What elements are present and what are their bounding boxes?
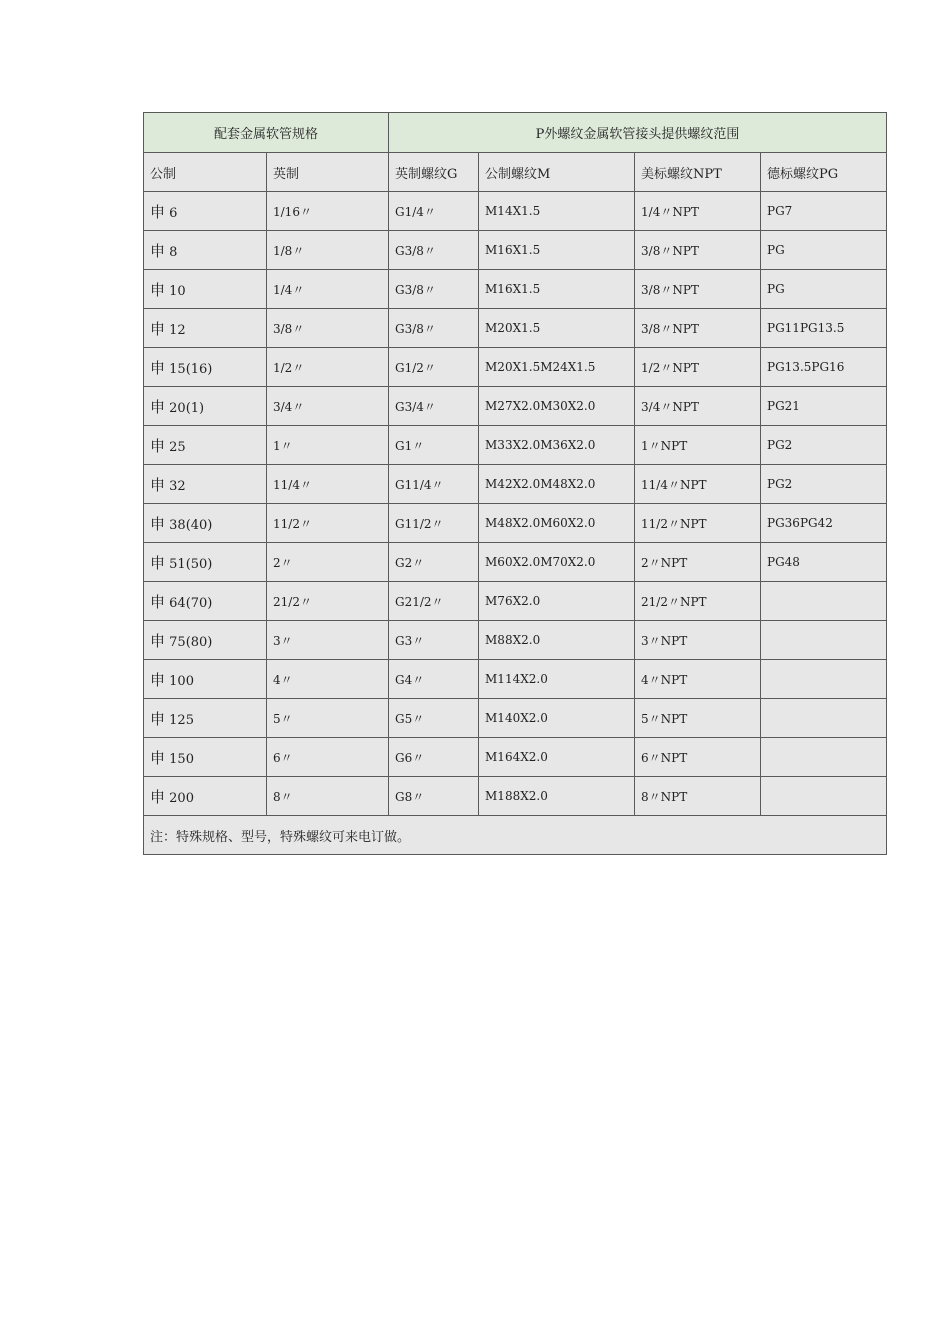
cell-metric-size [144, 192, 267, 231]
table-row [144, 231, 887, 270]
cell-imperial-size: 11/2〃 [267, 504, 389, 543]
column-header-npt-thread: 美标螺纹NPT [635, 153, 761, 192]
cell-pg-thread: PG11PG13.5 [761, 309, 887, 348]
cell-metric-size [144, 621, 267, 660]
cell-metric-size [144, 543, 267, 582]
cell-npt-thread: 3/8〃NPT [635, 231, 761, 270]
cell-metric-size [144, 699, 267, 738]
cell-imperial-size: 11/4〃 [267, 465, 389, 504]
cell-metric-size [144, 270, 267, 309]
cell-m-thread: M42X2.0M48X2.0 [479, 465, 635, 504]
cell-g-thread: G3/8〃 [389, 309, 479, 348]
cell-npt-thread: 3/8〃NPT [635, 309, 761, 348]
cell-metric-prefix: 申 [150, 397, 166, 416]
table-row [144, 309, 887, 348]
cell-pg-thread: PG21 [761, 387, 887, 426]
cell-metric-prefix: 申 [150, 475, 166, 494]
cell-metric-size [144, 660, 267, 699]
cell-metric-prefix: 申 [150, 358, 166, 377]
cell-metric-prefix: 申 [150, 202, 166, 221]
cell-metric-prefix: 申 [150, 787, 166, 806]
table-row [144, 270, 887, 309]
cell-npt-thread: 1〃NPT [635, 426, 761, 465]
cell-m-thread: M33X2.0M36X2.0 [479, 426, 635, 465]
cell-g-thread: G1〃 [389, 426, 479, 465]
table-row [144, 777, 887, 816]
cell-npt-thread: 1/2〃NPT [635, 348, 761, 387]
cell-pg-thread: PG13.5PG16 [761, 348, 887, 387]
table-row [144, 738, 887, 777]
table-row [144, 465, 887, 504]
cell-imperial-size: 1/8〃 [267, 231, 389, 270]
cell-metric-value: 12 [169, 322, 186, 338]
cell-metric-prefix: 申 [150, 748, 166, 767]
cell-imperial-size: 2〃 [267, 543, 389, 582]
cell-metric-size [144, 426, 267, 465]
cell-m-thread: M188X2.0 [479, 777, 635, 816]
cell-npt-thread: 11/2〃NPT [635, 504, 761, 543]
cell-imperial-size: 3/4〃 [267, 387, 389, 426]
cell-metric-size [144, 465, 267, 504]
column-header-g-thread: 英制螺纹G [389, 153, 479, 192]
cell-imperial-size: 3〃 [267, 621, 389, 660]
cell-g-thread: G3/4〃 [389, 387, 479, 426]
cell-npt-thread: 5〃NPT [635, 699, 761, 738]
cell-pg-thread: PG7 [761, 192, 887, 231]
cell-metric-prefix: 申 [150, 241, 166, 260]
cell-metric-value: 100 [169, 673, 194, 689]
table-row [144, 348, 887, 387]
thread-spec-table [143, 112, 887, 855]
table-row [144, 387, 887, 426]
cell-pg-thread: PG2 [761, 426, 887, 465]
cell-m-thread: M20X1.5M24X1.5 [479, 348, 635, 387]
column-header-imperial: 英制 [267, 153, 389, 192]
cell-metric-size [144, 738, 267, 777]
cell-metric-value: 8 [169, 244, 178, 260]
column-header-pg-thread: 德标螺纹PG [761, 153, 887, 192]
cell-metric-size [144, 231, 267, 270]
cell-npt-thread: 3/8〃NPT [635, 270, 761, 309]
column-header-metric: 公制 [144, 153, 267, 192]
cell-g-thread: G11/4〃 [389, 465, 479, 504]
cell-imperial-size: 1〃 [267, 426, 389, 465]
cell-g-thread: G21/2〃 [389, 582, 479, 621]
cell-metric-prefix: 申 [150, 592, 166, 611]
cell-metric-prefix: 申 [150, 670, 166, 689]
cell-metric-value: 10 [169, 283, 186, 299]
cell-m-thread: M20X1.5 [479, 309, 635, 348]
table-row [144, 582, 887, 621]
table-row [144, 699, 887, 738]
cell-pg-thread: PG36PG42 [761, 504, 887, 543]
cell-metric-value: 20(1) [169, 400, 205, 416]
cell-metric-prefix: 申 [150, 319, 166, 338]
cell-g-thread: G5〃 [389, 699, 479, 738]
cell-npt-thread: 6〃NPT [635, 738, 761, 777]
table-row [144, 543, 887, 582]
cell-g-thread: G2〃 [389, 543, 479, 582]
cell-pg-thread [761, 699, 887, 738]
cell-metric-value: 15(16) [169, 361, 213, 377]
cell-metric-prefix: 申 [150, 280, 166, 299]
cell-npt-thread: 1/4〃NPT [635, 192, 761, 231]
cell-m-thread: M27X2.0M30X2.0 [479, 387, 635, 426]
cell-metric-prefix: 申 [150, 436, 166, 455]
cell-metric-value: 51(50) [169, 556, 213, 572]
cell-m-thread: M140X2.0 [479, 699, 635, 738]
table-row [144, 192, 887, 231]
cell-npt-thread: 3〃NPT [635, 621, 761, 660]
cell-metric-prefix: 申 [150, 631, 166, 650]
cell-pg-thread [761, 660, 887, 699]
cell-metric-size [144, 777, 267, 816]
cell-imperial-size: 1/2〃 [267, 348, 389, 387]
cell-g-thread: G3/8〃 [389, 231, 479, 270]
table-row [144, 660, 887, 699]
cell-m-thread: M88X2.0 [479, 621, 635, 660]
cell-imperial-size: 4〃 [267, 660, 389, 699]
cell-pg-thread: PG [761, 270, 887, 309]
cell-metric-value: 75(80) [169, 634, 213, 650]
cell-g-thread: G3/8〃 [389, 270, 479, 309]
cell-m-thread: M48X2.0M60X2.0 [479, 504, 635, 543]
cell-metric-value: 64(70) [169, 595, 213, 611]
cell-metric-value: 125 [169, 712, 194, 728]
cell-imperial-size: 6〃 [267, 738, 389, 777]
cell-npt-thread: 11/4〃NPT [635, 465, 761, 504]
cell-npt-thread: 21/2〃NPT [635, 582, 761, 621]
cell-metric-prefix: 申 [150, 709, 166, 728]
cell-metric-size [144, 309, 267, 348]
cell-m-thread: M164X2.0 [479, 738, 635, 777]
cell-metric-size [144, 582, 267, 621]
cell-metric-value: 150 [169, 751, 194, 767]
cell-npt-thread: 3/4〃NPT [635, 387, 761, 426]
cell-imperial-size: 21/2〃 [267, 582, 389, 621]
table-row [144, 426, 887, 465]
cell-imperial-size: 8〃 [267, 777, 389, 816]
cell-g-thread: G1/2〃 [389, 348, 479, 387]
cell-pg-thread [761, 621, 887, 660]
cell-metric-size [144, 387, 267, 426]
cell-imperial-size: 3/8〃 [267, 309, 389, 348]
cell-metric-size [144, 348, 267, 387]
cell-pg-thread: PG2 [761, 465, 887, 504]
table-note: 注：特殊规格、型号，特殊螺纹可来电订做。 [144, 816, 887, 855]
cell-metric-value: 6 [169, 205, 178, 221]
cell-imperial-size: 1/16〃 [267, 192, 389, 231]
cell-m-thread: M60X2.0M70X2.0 [479, 543, 635, 582]
cell-metric-size [144, 504, 267, 543]
cell-pg-thread [761, 738, 887, 777]
group-header-row [144, 113, 887, 153]
cell-metric-value: 38(40) [169, 517, 213, 533]
cell-npt-thread: 8〃NPT [635, 777, 761, 816]
note-row [144, 816, 887, 855]
cell-metric-value: 32 [169, 478, 186, 494]
column-header-m-thread: 公制螺纹M [479, 153, 635, 192]
cell-npt-thread: 4〃NPT [635, 660, 761, 699]
cell-m-thread: M16X1.5 [479, 231, 635, 270]
cell-npt-thread: 2〃NPT [635, 543, 761, 582]
cell-m-thread: M114X2.0 [479, 660, 635, 699]
cell-g-thread: G6〃 [389, 738, 479, 777]
group-header-thread-range: P外螺纹金属软管接头提供螺纹范围 [389, 113, 887, 153]
group-header-hose-spec: 配套金属软管规格 [144, 113, 389, 153]
cell-imperial-size: 5〃 [267, 699, 389, 738]
cell-metric-value: 200 [169, 790, 194, 806]
cell-g-thread: G4〃 [389, 660, 479, 699]
cell-g-thread: G3〃 [389, 621, 479, 660]
cell-pg-thread: PG48 [761, 543, 887, 582]
cell-imperial-size: 1/4〃 [267, 270, 389, 309]
cell-g-thread: G11/2〃 [389, 504, 479, 543]
cell-metric-value: 25 [169, 439, 186, 455]
cell-pg-thread [761, 777, 887, 816]
cell-pg-thread [761, 582, 887, 621]
cell-g-thread: G8〃 [389, 777, 479, 816]
cell-m-thread: M16X1.5 [479, 270, 635, 309]
cell-pg-thread: PG [761, 231, 887, 270]
column-header-row [144, 153, 887, 192]
cell-metric-prefix: 申 [150, 553, 166, 572]
cell-m-thread: M76X2.0 [479, 582, 635, 621]
cell-g-thread: G1/4〃 [389, 192, 479, 231]
table-row [144, 621, 887, 660]
table-row [144, 504, 887, 543]
cell-m-thread: M14X1.5 [479, 192, 635, 231]
cell-metric-prefix: 申 [150, 514, 166, 533]
